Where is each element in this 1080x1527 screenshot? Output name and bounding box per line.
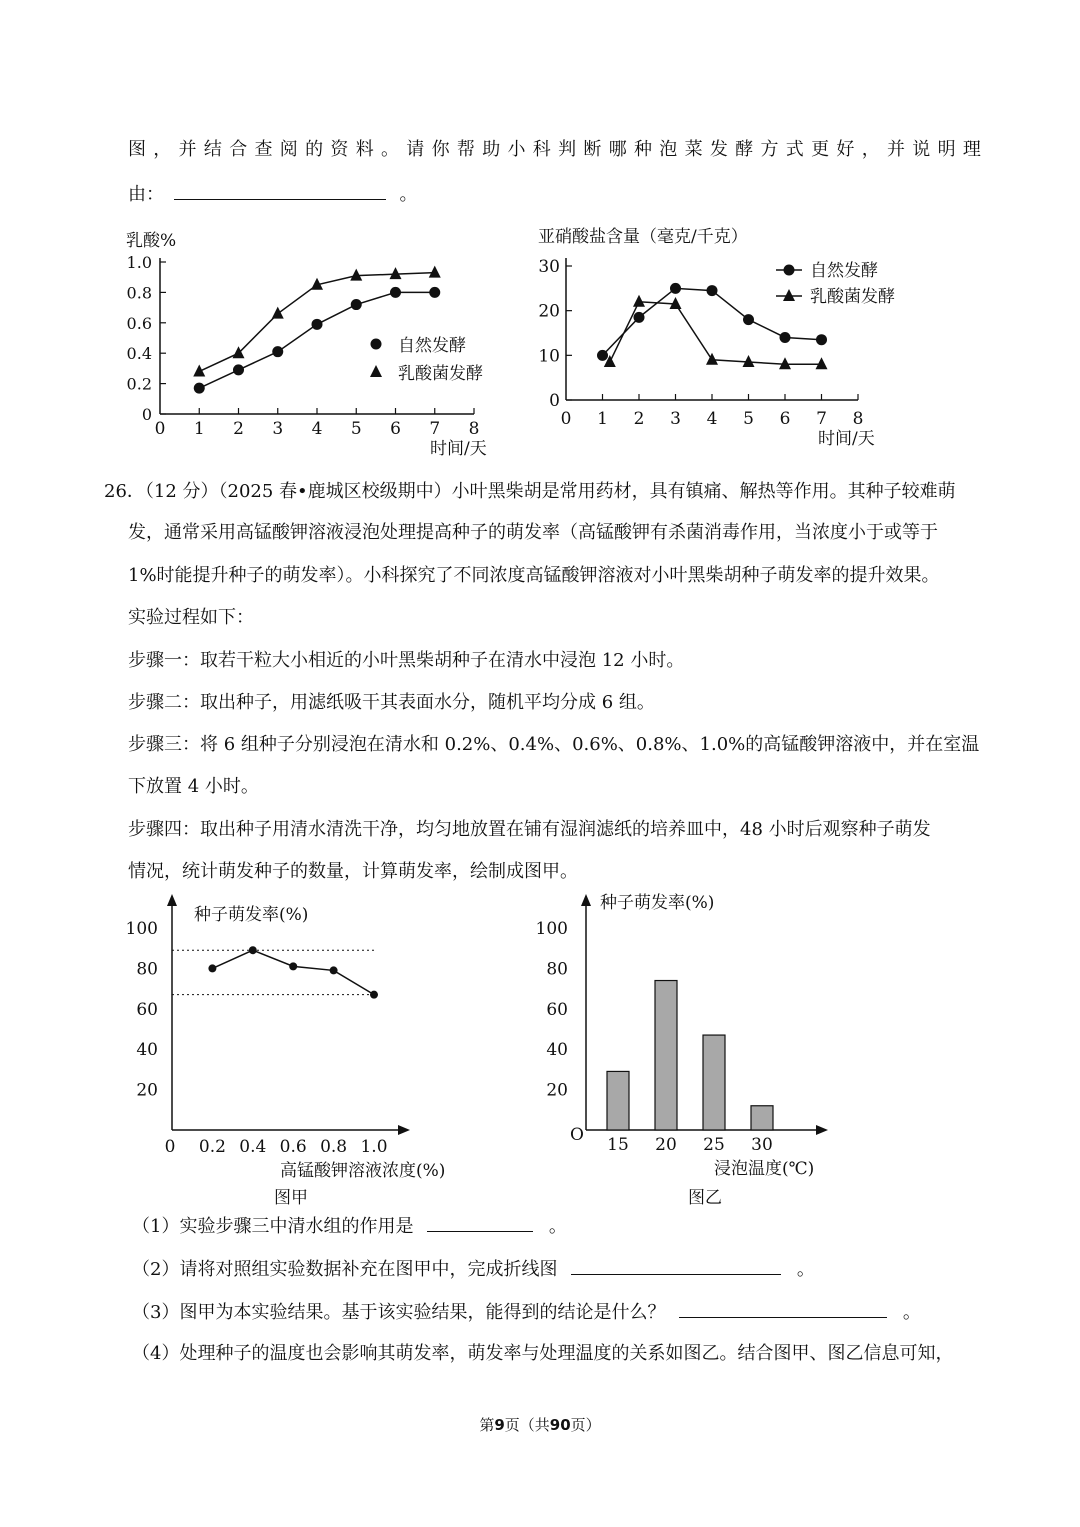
data-point xyxy=(193,364,205,376)
origin-label: O xyxy=(570,1125,584,1145)
x-tick-label: 0.2 xyxy=(198,1137,226,1157)
x-tick-label: 20 xyxy=(655,1135,677,1155)
step-4-line-1: 步骤四：取出种子用清水清洗干净，均匀地放置在铺有湿润滤纸的培养皿中，48 小时后观察种子萌发 xyxy=(128,819,931,840)
y-tick-label: 0.2 xyxy=(126,374,152,394)
y-tick-label: 0.4 xyxy=(126,344,152,364)
data-point xyxy=(194,383,205,394)
footer-mid: 页（共 xyxy=(504,1416,550,1434)
x-tick-label: 6 xyxy=(390,419,401,439)
step-3-line-1: 步骤三：将 6 组种子分别浸泡在清水和 0.2%、0.4%、0.6%、0.8%、1.0%的高锰酸钾溶液中，并在室温 xyxy=(128,734,980,755)
intro-line-1: 图，并结合查阅的资料。请你帮助小科判断哪种泡菜发酵方式更好，并说明理 xyxy=(128,139,989,160)
x-tick-label: 7 xyxy=(429,419,441,439)
data-point xyxy=(330,966,338,974)
footer-page-number: 9 xyxy=(494,1416,505,1434)
data-point xyxy=(289,962,297,970)
y-axis-arrow xyxy=(167,894,177,906)
y-tick-label: 0 xyxy=(141,405,152,424)
lactic-acid-chart-svg xyxy=(110,222,510,462)
data-point xyxy=(272,346,283,357)
page-footer xyxy=(0,1414,1080,1435)
y-axis-label: 种子萌发率(%) xyxy=(600,893,715,913)
data-point xyxy=(272,307,284,319)
x-tick-label: 8 xyxy=(468,419,480,439)
question-26-line-3: 1%时能提升种子的萌发率）。小科探究了不同浓度高锰酸钾溶液对小叶黑柴胡种子萌发率的提升效果。 xyxy=(128,565,940,586)
sub-question-3 xyxy=(132,1299,921,1326)
data-point xyxy=(670,283,681,294)
x-tick-label: 0 xyxy=(560,409,572,429)
data-point xyxy=(597,350,608,361)
data-point xyxy=(633,295,645,307)
x-tick-label: 7 xyxy=(816,409,827,429)
footer-total-pages: 90 xyxy=(549,1416,571,1434)
y-tick-label: 60 xyxy=(136,999,158,1020)
x-axis-label: 浸泡温度(℃) xyxy=(714,1159,815,1179)
legend-label: 乳酸菌发酵 xyxy=(398,364,483,384)
x-tick-label: 0 xyxy=(154,419,166,439)
x-axis-arrow xyxy=(816,1125,828,1135)
x-tick-label: 25 xyxy=(703,1135,725,1155)
y-tick-label: 0.8 xyxy=(126,283,152,303)
intro-prefix: 由： xyxy=(128,184,164,205)
data-point xyxy=(312,319,323,330)
legend-marker xyxy=(783,289,795,301)
y-tick-label: 0.6 xyxy=(126,313,152,333)
y-tick-label: 1.0 xyxy=(126,253,152,272)
x-tick-label: 5 xyxy=(743,409,754,429)
step-2: 步骤二：取出种子，用滤纸吸干其表面水分，随机平均分成 6 组。 xyxy=(128,692,655,713)
legend-label: 自然发酵 xyxy=(810,261,878,281)
legend-label: 乳酸菌发酵 xyxy=(810,287,895,307)
step-1: 步骤一：取若干粒大小相近的小叶黑柴胡种子在清水中浸泡 12 小时。 xyxy=(128,650,685,671)
y-tick-label: 60 xyxy=(546,999,568,1020)
figure-a-svg xyxy=(120,888,500,1181)
x-tick-label: 1.0 xyxy=(360,1137,388,1157)
y-axis-label: 亚硝酸盐含量（毫克/千克） xyxy=(538,227,748,247)
bar xyxy=(607,1071,629,1130)
x-axis-arrow xyxy=(398,1125,410,1135)
lactic-acid-chart xyxy=(110,222,510,466)
data-point xyxy=(390,267,402,279)
y-tick-label: 20 xyxy=(546,1080,568,1101)
x-tick-label: 0.4 xyxy=(239,1137,267,1157)
footer-suffix: 页） xyxy=(570,1416,601,1434)
y-axis-arrow xyxy=(581,894,591,906)
footer-prefix: 第 xyxy=(479,1416,495,1434)
figure-b-caption: 图乙 xyxy=(688,1188,722,1208)
legend-marker xyxy=(370,365,382,377)
y-tick-label: 80 xyxy=(546,959,568,980)
figure-b-chart xyxy=(530,888,850,1182)
data-point xyxy=(351,299,362,310)
sub-question-2 xyxy=(132,1256,815,1283)
x-tick-label: 6 xyxy=(779,409,791,429)
sub-question-1 xyxy=(132,1213,567,1240)
bar xyxy=(703,1035,725,1130)
process-heading: 实验过程如下： xyxy=(128,607,254,628)
x-axis-label: 高锰酸钾溶液浓度(%) xyxy=(280,1161,446,1181)
y-tick-label: 100 xyxy=(535,919,568,939)
step-4-line-2: 情况，统计萌发种子的数量，计算萌发率，绘制成图甲。 xyxy=(128,861,578,882)
series-line xyxy=(212,950,374,994)
y-tick-label: 40 xyxy=(136,1040,158,1061)
question-26-head: 26．（12 分）（2025 春•鹿城区校级期中）小叶黑柴胡是常用药材，具有镇痛、解热等作用。其种子较难萌 xyxy=(104,481,956,502)
x-tick-label: 3 xyxy=(670,409,681,429)
x-tick-label: 1 xyxy=(193,419,205,439)
x-tick-label: 2 xyxy=(633,409,645,429)
data-point xyxy=(208,964,216,972)
figure-b-svg xyxy=(530,888,850,1178)
x-tick-label: 2 xyxy=(233,419,244,439)
x-tick-label: 4 xyxy=(311,419,323,439)
x-tick-label: 15 xyxy=(607,1135,629,1155)
y-axis-label: 乳酸% xyxy=(126,231,177,251)
x-axis-label: 时间/天 xyxy=(818,429,875,449)
figure-a-caption: 图甲 xyxy=(274,1188,308,1208)
y-tick-label: 40 xyxy=(546,1040,568,1061)
nitrite-chart xyxy=(530,222,930,466)
x-tick-label: 0.6 xyxy=(279,1137,307,1157)
x-tick-label: 3 xyxy=(272,419,284,439)
x-tick-label: 5 xyxy=(350,419,362,439)
answer-blank-intro[interactable] xyxy=(174,181,386,200)
x-tick-label: 8 xyxy=(852,409,864,429)
y-tick-label: 10 xyxy=(538,346,560,367)
data-point xyxy=(429,287,440,298)
data-point xyxy=(816,357,828,369)
bar xyxy=(655,981,677,1130)
data-point xyxy=(816,334,827,345)
x-axis-label: 时间/天 xyxy=(430,439,487,459)
intro-suffix: 。 xyxy=(399,184,418,205)
step-3-line-2: 下放置 4 小时。 xyxy=(128,776,259,797)
x-tick-label: 30 xyxy=(751,1135,773,1155)
x-tick-label: 4 xyxy=(706,409,718,429)
y-tick-label: 20 xyxy=(136,1080,158,1101)
answer-blank-3[interactable] xyxy=(679,1299,887,1318)
y-tick-label: 100 xyxy=(125,919,158,939)
sub-question-3-end: 。 xyxy=(902,1302,921,1323)
legend-label: 自然发酵 xyxy=(398,336,466,356)
y-tick-label: 30 xyxy=(538,257,560,277)
data-point xyxy=(707,285,718,296)
data-point xyxy=(743,314,754,325)
figure-a-chart xyxy=(120,888,500,1182)
y-tick-label: 80 xyxy=(136,959,158,980)
data-point xyxy=(429,266,441,278)
sub-question-2-end: 。 xyxy=(796,1259,815,1280)
data-point xyxy=(390,287,401,298)
series-line xyxy=(610,302,822,365)
data-point xyxy=(370,991,378,999)
data-point xyxy=(233,364,244,375)
y-tick-label: 20 xyxy=(538,301,560,322)
nitrite-chart-svg xyxy=(530,222,930,462)
data-point xyxy=(634,312,645,323)
legend-marker xyxy=(784,265,795,276)
x-tick-label: 1 xyxy=(597,409,608,429)
sub-question-1-end: 。 xyxy=(548,1216,567,1237)
answer-blank-1[interactable] xyxy=(427,1213,533,1232)
question-26-line-2: 发，通常采用高锰酸钾溶液浸泡处理提高种子的萌发率（高锰酸钾有杀菌消毒作用，当浓度小于或等于 xyxy=(128,522,938,543)
sub-question-2-text: （2）请将对照组实验数据补充在图甲中，完成折线图 xyxy=(132,1259,558,1280)
answer-blank-2[interactable] xyxy=(571,1256,781,1275)
sub-question-4: （4）处理种子的温度也会影响其萌发率，萌发率与处理温度的关系如图乙。结合图甲、图乙信息可知， xyxy=(132,1343,954,1364)
intro-line-2 xyxy=(128,181,417,208)
bar xyxy=(751,1106,773,1130)
data-point xyxy=(780,332,791,343)
x-tick-label: 0.8 xyxy=(320,1137,348,1157)
y-axis-label: 种子萌发率(%) xyxy=(194,905,309,925)
sub-question-1-text: （1）实验步骤三中清水组的作用是 xyxy=(132,1216,414,1237)
y-tick-label: 0 xyxy=(549,391,560,411)
x-tick-label: 0 xyxy=(164,1137,176,1157)
data-point xyxy=(249,946,257,954)
data-point xyxy=(350,269,362,281)
sub-question-3-text: （3）图甲为本实验结果。基于该实验结果，能得到的结论是什么？ xyxy=(132,1302,666,1323)
legend-marker xyxy=(371,339,382,350)
